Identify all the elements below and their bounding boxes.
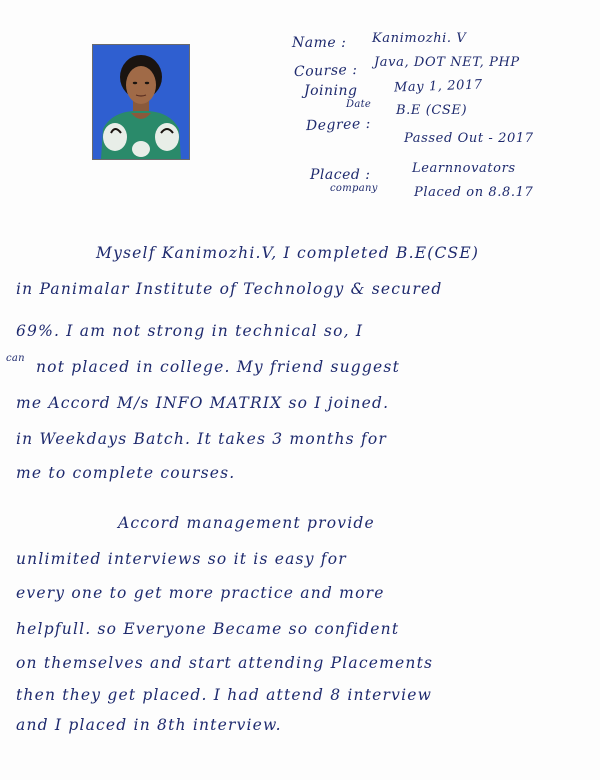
letter-line: and I placed in 8th interview. xyxy=(16,716,282,734)
degree-value: B.E (CSE) xyxy=(396,103,468,118)
course-value: Java, DOT NET, PHP xyxy=(374,55,520,70)
placed-label: Placed : xyxy=(310,167,371,183)
letter-line: not placed in college. My friend suggest xyxy=(36,358,401,376)
letter-line: helpfull. so Everyone Became so confident xyxy=(16,620,400,638)
letter-line: me Accord M/s INFO MATRIX so I joined. xyxy=(16,394,390,412)
letter-line: unlimited interviews so it is easy for xyxy=(16,550,347,568)
name-value: Kanimozhi. V xyxy=(372,31,467,46)
letter-insert-can: can xyxy=(6,353,25,364)
passed-out-text: Passed Out - 2017 xyxy=(404,131,534,146)
letter-line: 69%. I am not strong in technical so, I xyxy=(16,322,364,340)
letter-line: Myself Kanimozhi.V, I completed B.E(CSE) xyxy=(96,244,480,262)
placed-on-text: Placed on 8.8.17 xyxy=(414,185,534,200)
letter-line: Accord management provide xyxy=(118,514,375,532)
letter-line: me to complete courses. xyxy=(16,464,236,482)
company-value: Learnnovators xyxy=(412,161,516,176)
letter-line: every one to get more practice and more xyxy=(16,584,385,602)
letter-line: then they get placed. I had attend 8 interview xyxy=(16,686,433,704)
joining-value: May 1, 2017 xyxy=(393,77,484,96)
name-label: Name : xyxy=(292,35,347,51)
letter-line: in Panimalar Institute of Technology & secured xyxy=(16,280,443,298)
company-label: company xyxy=(330,183,378,194)
letter-line: in Weekdays Batch. It takes 3 months for xyxy=(16,430,388,448)
date-label: Date xyxy=(346,99,372,110)
student-photo xyxy=(92,44,190,160)
letter-line: on themselves and start attending Placements xyxy=(16,654,434,672)
course-label: Course : xyxy=(293,61,358,81)
joining-label: Joining xyxy=(304,83,358,99)
degree-label: Degree : xyxy=(305,115,372,135)
